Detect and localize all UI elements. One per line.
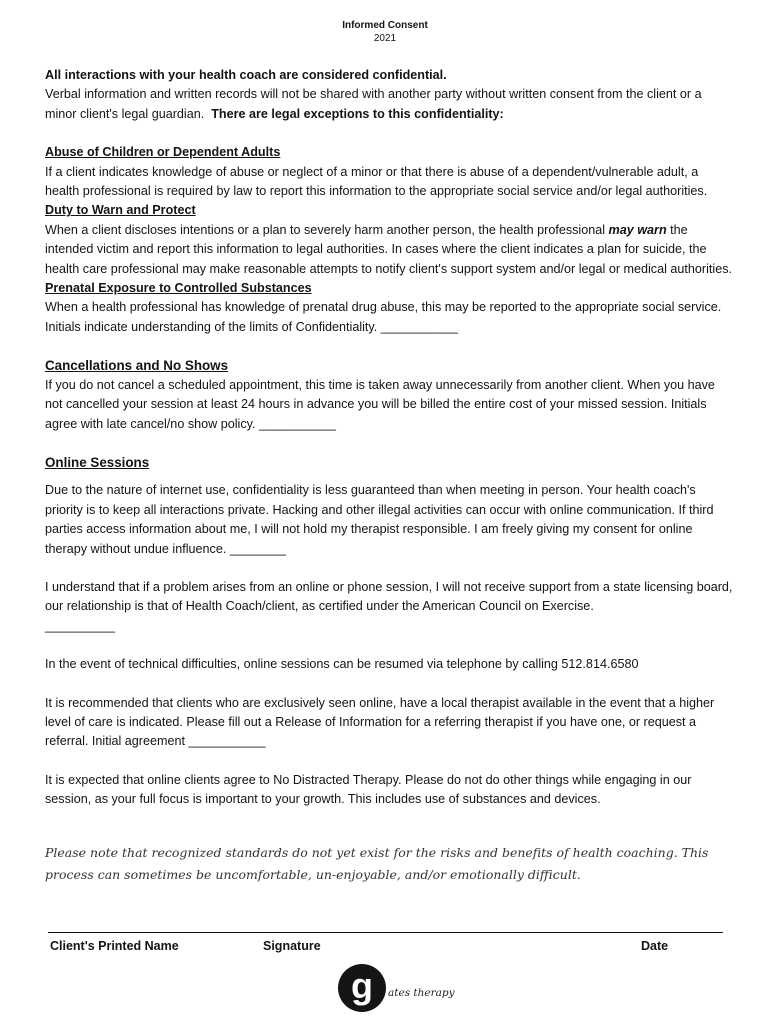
duty-text-before: When a client discloses intentions or a plan to severely harm another person, the health professional	[45, 222, 606, 237]
duty-paragraph	[45, 221, 735, 279]
date-label: Date	[641, 939, 669, 953]
signature-label: Signature	[263, 939, 321, 953]
confidentiality-paragraph	[45, 85, 735, 124]
confidentiality-text: Verbal information and written records will not be shared with another party without written consent from the client or a minor client's legal guardian.	[45, 87, 702, 121]
abuse-heading: Abuse of Children or Dependent Adults	[45, 145, 281, 160]
risk-note: Please note that recognized standards do not yet exist for the risks and benefits of health coaching. This process can sometimes be uncomfortable, un-enjoyable, and/or emotionally difficult.	[45, 845, 709, 882]
online-paragraph-2: I understand that if a problem arises from an online or phone session, I will not receive support from a state licensing board, our relationship is that of Health Coach/client, as certified under the American Council on Exercise.	[45, 579, 733, 614]
prenatal-heading: Prenatal Exposure to Controlled Substances	[45, 281, 312, 296]
online-paragraph-3: In the event of technical difficulties, online sessions can be resumed via telephone by calling 512.814.6580	[45, 657, 639, 672]
document-title: Informed Consent	[342, 20, 428, 31]
confidentiality-heading: All interactions with your health coach are considered confidential.	[45, 68, 447, 82]
online-paragraph-2-blank: __________	[45, 618, 116, 633]
online-heading: Online Sessions	[45, 454, 150, 470]
logo-text: ates therapy	[388, 987, 455, 999]
duty-text-after: the intended victim and report this information to legal authorities. In cases where the client indicates a plan for suicide, the health care professional may make reasonable attempts to notify client's support system and/or legal or medical authorities.	[45, 222, 733, 276]
document-body	[45, 66, 735, 810]
cancellations-heading: Cancellations and No Shows	[45, 358, 229, 374]
logo-mark-icon	[338, 962, 458, 1014]
signature-line	[48, 932, 723, 933]
online-paragraph-4: It is recommended that clients who are exclusively seen online, have a local therapist available in the event that a higher level of care is indicated. Please fill out a Release of Information for a referring therapist if you have one, or request a referral. Initial agreement ___________	[45, 695, 715, 749]
duty-emphasis: may warn	[608, 222, 667, 237]
cancellations-text: If you do not cancel a scheduled appointment, this time is taken away unnecessarily from another client. When you have not cancelled your session at least 24 hours in advance you will be billed the entire cost of your missed session. Initials agree with late cancel/no show policy. ___________	[45, 377, 715, 431]
gates-therapy-logo	[338, 962, 458, 1014]
prenatal-text: When a health professional has knowledge of prenatal drug abuse, this may be reported to the appropriate social service. Initials indicate understanding of the limits of Confidentiality. ___________	[45, 300, 722, 334]
online-paragraph-5: It is expected that online clients agree to No Distracted Therapy. Please do not do other things while engaging in our session, as your full focus is important to your growth. This includes use of substances and devices.	[45, 772, 692, 807]
abuse-text: If a client indicates knowledge of abuse or neglect of a minor or that there is abuse of a dependent/vulnerable adult, a health professional is required by law to report this information to the appropriate social service and/or legal authorities.	[45, 164, 708, 199]
logo-letter: g	[351, 965, 373, 1006]
confidentiality-exceptions: There are legal exceptions to this confidentiality:	[211, 106, 504, 121]
duty-heading: Duty to Warn and Protect	[45, 203, 196, 218]
document-year: 2021	[373, 33, 397, 44]
document-header	[0, 19, 770, 45]
printed-name-label: Client's Printed Name	[50, 939, 179, 953]
online-paragraph-1: Due to the nature of internet use, confidentiality is less guaranteed than when meeting in person. Your health coach's priority is to keep all interactions private. Hacking and other illegal activities can occur with online communication. If third parties access information about me, I will not hold my therapist responsible. I am freely giving my consent for online therapy without undue influence. ________	[45, 483, 714, 556]
